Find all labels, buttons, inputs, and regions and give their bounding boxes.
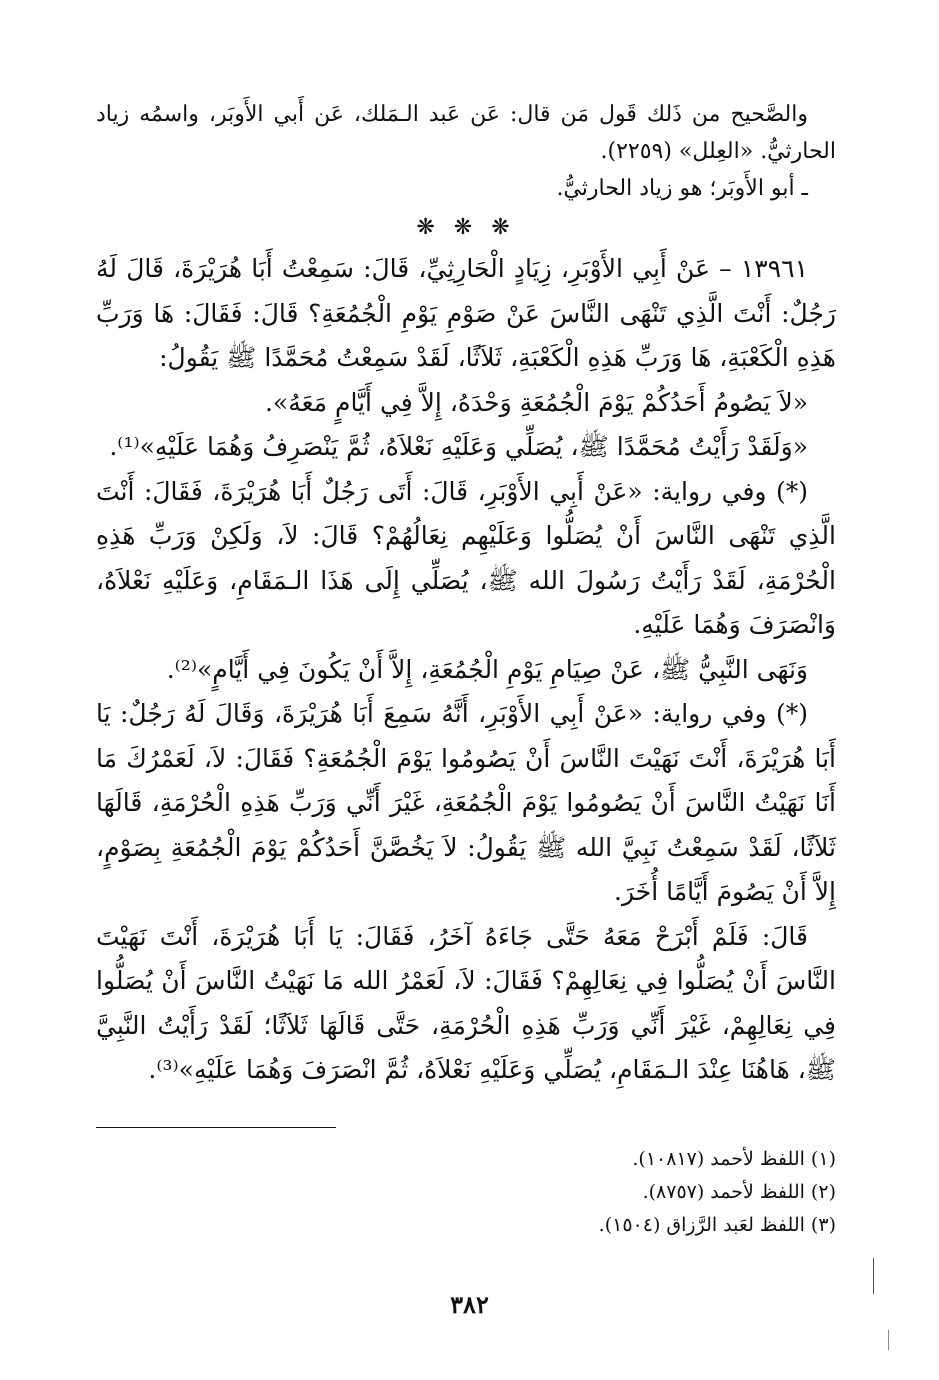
intro-note: ـ أبو الأَوبَر؛ هو زياد الحارثيُّ. <box>556 176 808 201</box>
intro-paragraph: والصَّحيح من ذَلك قَول مَن قال: عَن عَبد الـمَلك، عَن أَبي الأَوبَر، واسمُه زياد الحارثيُّ. «العِلل» (٢٢٥٩). <box>96 102 836 164</box>
hadith-paragraph-1: ١٣٩٦١ – عَنْ أَبِي الأَوْبَرِ، زِيَادٍ الْحَارِثِيِّ، قَالَ: سَمِعْتُ أَبَا هُرَيْرَةَ، قَالَ لَهُ رَجُلٌ: أَنْتَ الَّذِي تَنْهَى النَّاسَ عَنْ صَوْمِ يَوْمِ الْجُمُعَةِ؟ قَالَ: فَقَالَ: هَا وَرَبِّ هَذِهِ الْكَعْبَةِ، هَا وَرَبِّ هَذِهِ الْكَعْبَةِ، ثَلاَثًا، لَقَدْ سَمِعْتُ مُحَمَّدًا ﷺ يَقُولُ: <box>96 254 836 372</box>
hadith-paragraph-2: «لاَ يَصُومُ أَحَدُكُمْ يَوْمَ الْجُمُعَةِ وَحْدَهُ، إِلاَّ فِي أَيَّامٍ مَعَهُ». <box>264 387 808 417</box>
footnotes <box>96 1143 836 1242</box>
hadith-paragraph-6: (*) وفي رواية: «عَنْ أَبِي الأَوْبَرِ، أَنَّهُ سَمِعَ أَبَا هُرَيْرَةَ، وَقَالَ لَهُ رَجُلٌ: يَا أَبَا هُرَيْرَةَ، أَنْتَ نَهَيْتَ النَّاسَ أَنْ يَصُومُوا يَوْمَ الْجُمُعَةِ؟ فَقَالَ: لاَ، لَعَمْرُكَ مَا أَنَا نَهَيْتُ النَّاسَ أَنْ يَصُومُوا يَوْمَ الْجُمُعَةِ، غَيْرَ أَنِّي وَرَبِّ هَذِهِ الْحُرْمَةِ، قَالَهَا ثَلاَثًا، لَقَدْ سَمِعْتُ نَبِيَّ الله ﷺ يَقُولُ: لاَ يَخُصَّنَّ أَحَدُكُمْ يَوْمَ الْجُمُعَةِ بِصَوْمٍ، إِلاَّ أَنْ يَصُومَ أَيَّامًا أُخَرَ. <box>96 699 836 906</box>
intro-section <box>96 96 836 207</box>
footnote-divider <box>96 1127 336 1128</box>
hadith-paragraph-7: قَالَ: فَلَمْ أَبْرَحْ مَعَهُ حَتَّى جَاءَهُ آخَرُ، فَقَالَ: يَا أَبَا هُرَيْرَةَ، أَنْتَ نَهَيْتَ النَّاسَ أَنْ يُصَلُّوا فِي نِعَالِهِمْ؟ فَقَالَ: لاَ، لَعَمْرُ الله مَا نَهَيْتُ النَّاسَ أَنْ يُصَلُّوا فِي نِعَالِهِمْ، غَيْرَ أَنِّي وَرَبِّ هَذِهِ الْحُرْمَةِ، حَتَّى قَالَهَا ثَلاَثًا؛ لَقَدْ رَأَيْتُ النَّبِيَّ ﷺ، هَاهُنَا عِنْدَ الـمَقَامِ، يُصَلِّي وَعَلَيْهِ نَعْلاَهُ، ثُمَّ انْصَرَفَ وَهُمَا عَلَيْهِ»⁽³⁾. <box>96 921 836 1084</box>
section-separator: ❋ ❋ ❋ <box>416 215 516 240</box>
footnote-3: (٣) اللفظ لعَبد الرَّزاق (١٥٠٤). <box>598 1214 836 1236</box>
page-body <box>96 96 836 1093</box>
margin-mark <box>873 1258 874 1294</box>
hadith-paragraph-4: (*) وفي رواية: «عَنْ أَبِي الأَوْبَرِ، قَالَ: أَتَى رَجُلٌ أَبَا هُرَيْرَةَ، فَقَالَ: أَنْتَ الَّذِي تَنْهَى النَّاسَ أَنْ يُصَلُّوا وَعَلَيْهِم نِعَالُهُمْ؟ قَالَ: لاَ، وَلَكِنْ وَرَبِّ هَذِهِ الْحُرْمَةِ، لَقَدْ رَأَيْتُ رَسُولَ الله ﷺ، يُصَلِّي إِلَى هَذَا الـمَقَامِ، وَعَلَيْهِ نَعْلاَهُ، وَانْصَرَفَ وَهُمَا عَلَيْهِ. <box>96 476 836 639</box>
margin-mark-small <box>888 1330 889 1350</box>
hadith-section <box>96 247 836 1093</box>
hadith-paragraph-3: «وَلَقَدْ رَأَيْتُ مُحَمَّدًا ﷺ، يُصَلِّي وَعَلَيْهِ نَعْلاَهُ، ثُمَّ يَنْصَرِفُ وَهُمَا عَلَيْهِ»⁽¹⁾. <box>109 432 808 461</box>
footnote-2: (٢) اللفظ لأحمد (٨٧٥٧). <box>642 1181 836 1203</box>
hadith-paragraph-5: وَنَهَى النَّبِيُّ ﷺ، عَنْ صِيَامِ يَوْمِ الْجُمُعَةِ، إِلاَّ أَنْ يَكُونَ فِي أَيَّامٍ»⁽²⁾. <box>166 654 808 684</box>
page-number: ٣٨٢ <box>450 1290 489 1319</box>
footnote-1: (١) اللفظ لأحمد (١٠٨١٧). <box>632 1148 836 1170</box>
